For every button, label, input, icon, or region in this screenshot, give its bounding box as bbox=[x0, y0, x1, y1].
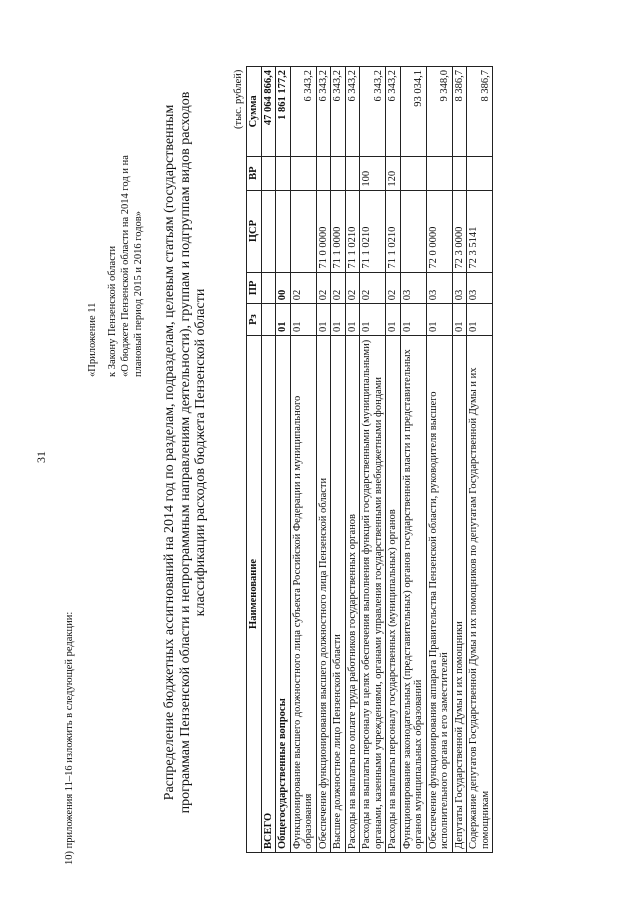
cell-pr: 02 bbox=[345, 272, 360, 304]
cell-sum: 9 348,0 bbox=[426, 67, 452, 157]
cell-vr bbox=[261, 156, 276, 190]
cell-sum: 8 386,7 bbox=[467, 67, 493, 157]
title-line: классификации расходов бюджета Пензенской области bbox=[193, 288, 208, 617]
cell-name: Обеспечение функционирования аппарата Правительства Пензенской области, руководителя высшего исполнительного органа и его заместителей bbox=[426, 335, 452, 852]
law-reference-line: к Закону Пензенской области bbox=[107, 245, 118, 377]
law-reference bbox=[106, 77, 145, 377]
table-row bbox=[345, 67, 360, 853]
cell-pr: 02 bbox=[290, 272, 316, 304]
header-csr: ЦСР bbox=[247, 190, 262, 272]
cell-csr: 71 1 0210 bbox=[386, 190, 401, 272]
cell-csr: 71 1 0210 bbox=[345, 190, 360, 272]
cell-vr bbox=[345, 156, 360, 190]
table-row bbox=[290, 67, 316, 853]
cell-rz: 01 bbox=[316, 304, 331, 336]
table-row bbox=[360, 67, 386, 853]
table-header-row bbox=[247, 67, 262, 853]
cell-sum: 6 343,2 bbox=[290, 67, 316, 157]
table-row bbox=[331, 67, 346, 853]
cell-sum: 6 343,2 bbox=[345, 67, 360, 157]
cell-csr bbox=[261, 190, 276, 272]
cell-pr: 03 bbox=[400, 272, 426, 304]
header-pr: ПР bbox=[247, 272, 262, 304]
cell-sum: 93 034,1 bbox=[400, 67, 426, 157]
cell-csr: 72 3 0000 bbox=[452, 190, 467, 272]
cell-rz: 01 bbox=[386, 304, 401, 336]
cell-sum: 6 343,2 bbox=[316, 67, 331, 157]
cell-pr: 00 bbox=[276, 272, 291, 304]
cell-name: Общегосударственные вопросы bbox=[276, 335, 291, 852]
cell-name: Содержание депутатов Государственной Думы и их помощников по депутатам Государственной Думы и их помощникам bbox=[467, 335, 493, 852]
cell-pr: 02 bbox=[316, 272, 331, 304]
cell-csr: 71 0 0000 bbox=[316, 190, 331, 272]
cell-rz bbox=[261, 304, 276, 336]
table-row bbox=[400, 67, 426, 853]
title-line: программам Пензенской области и непрограммным направлениям деятельности), группам и подгруппам видов расходов bbox=[177, 91, 193, 814]
cell-csr: 71 1 0000 bbox=[331, 190, 346, 272]
cell-sum: 6 343,2 bbox=[386, 67, 401, 157]
cell-vr bbox=[316, 156, 331, 190]
cell-sum: 1 861 177,2 bbox=[276, 67, 291, 157]
cell-name: Обеспечение функционирования высшего должностного лица Пензенской области bbox=[316, 335, 331, 852]
header-vr: ВР bbox=[247, 156, 262, 190]
cell-name: Функционирование законодательных (представительных) органов государственной власти и представительных органов муниципальных образований bbox=[400, 335, 426, 852]
table-row bbox=[276, 67, 291, 853]
cell-name: Депутаты Государственной Думы и их помощники bbox=[452, 335, 467, 852]
cell-pr: 03 bbox=[426, 272, 452, 304]
budget-table bbox=[246, 66, 493, 853]
page-number: 31 bbox=[34, 451, 48, 463]
cell-name: Высшее должностное лицо Пензенской области bbox=[331, 335, 346, 852]
appendix-label: «Приложение 11 bbox=[87, 302, 98, 377]
cell-csr bbox=[290, 190, 316, 272]
cell-vr bbox=[276, 156, 291, 190]
cell-rz: 01 bbox=[467, 304, 493, 336]
cell-rz: 01 bbox=[452, 304, 467, 336]
cell-name: Расходы на выплаты по оплате труда работников государственных органов bbox=[345, 335, 360, 852]
title-line: Распределение бюджетных ассигнований на 2014 год по разделам, подразделам, целевым статьям (государственным bbox=[162, 104, 177, 801]
cell-name: Расходы на выплаты персоналу в целях обеспечения выполнения функций государственными (муниципальными) органами, казенными учреждениями, органами управления государственными внебюджетными фондами bbox=[360, 335, 386, 852]
intro-text: 10) приложения 11–16 изложить в следующей редакции: bbox=[64, 611, 75, 865]
law-reference-line: «О бюджете Пензенской области на 2014 год и на bbox=[120, 155, 131, 377]
document-title bbox=[162, 60, 209, 845]
cell-vr: 120 bbox=[386, 156, 401, 190]
table-row bbox=[426, 67, 452, 853]
cell-vr bbox=[400, 156, 426, 190]
cell-pr: 03 bbox=[467, 272, 493, 304]
cell-vr: 100 bbox=[360, 156, 386, 190]
cell-sum: 47 064 866,4 bbox=[261, 67, 276, 157]
cell-rz: 01 bbox=[400, 304, 426, 336]
cell-name: ВСЕГО bbox=[261, 335, 276, 852]
cell-vr bbox=[331, 156, 346, 190]
cell-csr: 72 0 0000 bbox=[426, 190, 452, 272]
cell-name: Функционирование высшего должностного лица субъекта Российской Федерации и муниципального образования bbox=[290, 335, 316, 852]
units-label: (тыс. рублей) bbox=[233, 69, 244, 129]
cell-sum: 6 343,2 bbox=[331, 67, 346, 157]
table-row bbox=[261, 67, 276, 853]
cell-rz: 01 bbox=[360, 304, 386, 336]
cell-vr bbox=[467, 156, 493, 190]
header-sum: Сумма bbox=[247, 67, 262, 157]
cell-csr bbox=[276, 190, 291, 272]
table-row bbox=[452, 67, 467, 853]
cell-rz: 01 bbox=[345, 304, 360, 336]
cell-name: Расходы на выплаты персоналу государственных (муниципальных) органов bbox=[386, 335, 401, 852]
cell-pr: 02 bbox=[331, 272, 346, 304]
cell-rz: 01 bbox=[276, 304, 291, 336]
cell-rz: 01 bbox=[426, 304, 452, 336]
table-row bbox=[316, 67, 331, 853]
cell-vr bbox=[290, 156, 316, 190]
table-row bbox=[467, 67, 493, 853]
cell-csr: 72 3 5141 bbox=[467, 190, 493, 272]
cell-pr: 02 bbox=[360, 272, 386, 304]
cell-pr: 03 bbox=[452, 272, 467, 304]
header-rz: Рз bbox=[247, 304, 262, 336]
cell-pr: 02 bbox=[386, 272, 401, 304]
header-name: Наименование bbox=[247, 335, 262, 852]
cell-vr bbox=[426, 156, 452, 190]
cell-sum: 8 386,7 bbox=[452, 67, 467, 157]
cell-vr bbox=[452, 156, 467, 190]
cell-sum: 6 343,2 bbox=[360, 67, 386, 157]
cell-csr: 71 1 0210 bbox=[360, 190, 386, 272]
cell-rz: 01 bbox=[331, 304, 346, 336]
cell-pr bbox=[261, 272, 276, 304]
table-row bbox=[386, 67, 401, 853]
cell-csr bbox=[400, 190, 426, 272]
law-reference-line: плановый период 2015 и 2016 годов» bbox=[133, 211, 144, 377]
cell-rz: 01 bbox=[290, 304, 316, 336]
